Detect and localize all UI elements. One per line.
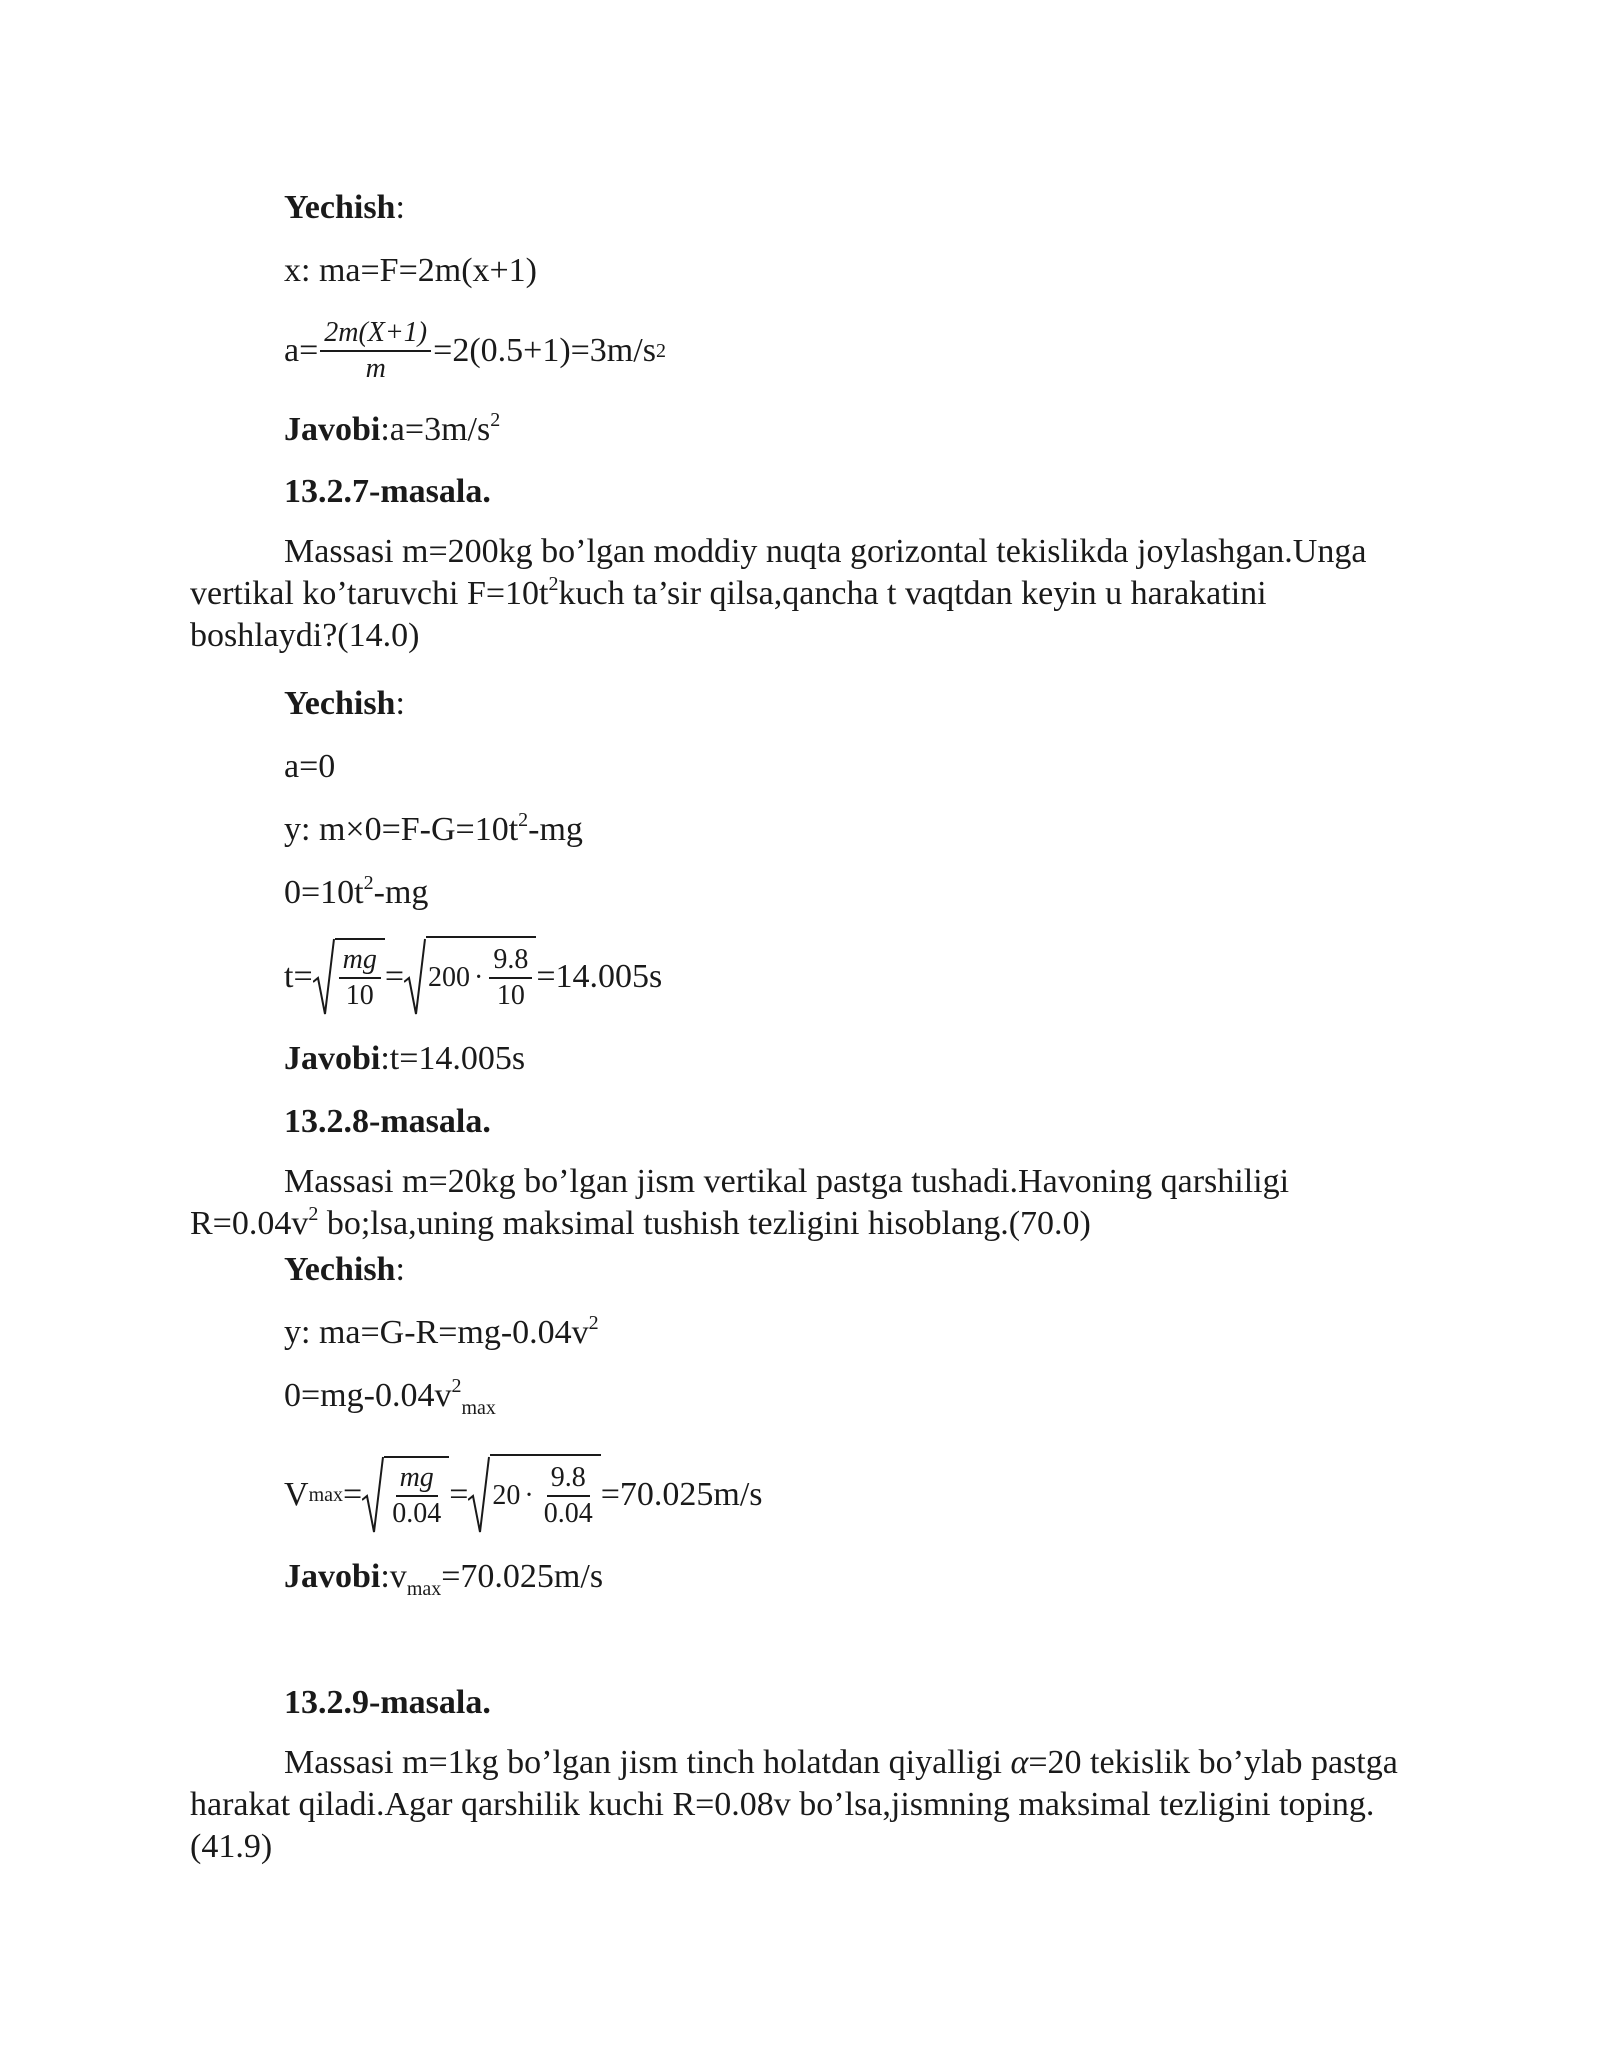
sqrt-2: [468, 1454, 600, 1536]
sqrt-1: [313, 938, 385, 1016]
superscript: 2: [588, 1312, 599, 1334]
equation-x: x: ma=F=2m(x+1): [284, 252, 538, 289]
t-result: =14.005s: [536, 958, 663, 995]
v-result: =70.025m/s: [600, 1476, 763, 1513]
colon: :: [395, 1251, 405, 1288]
radical-icon: [468, 1456, 490, 1534]
answer-label: Javobi: [284, 1558, 381, 1595]
superscript: 2: [363, 872, 374, 894]
fraction-denominator: 10: [345, 980, 374, 1011]
radical-icon: [404, 938, 426, 1016]
multiplier: 200: [428, 962, 471, 993]
a-prefix: a=: [284, 332, 319, 369]
equation-zero: [284, 873, 428, 913]
problem-title: 13.2.8-masala.: [284, 1103, 491, 1140]
a-result: =2(0.5+1)=3m/s: [433, 332, 656, 369]
problem-title: 13.2.9-masala.: [284, 1684, 491, 1721]
problem-text-13-2-9: [190, 1742, 1420, 1868]
superscript: 2: [548, 573, 559, 595]
problem-text-part: bo;lsa,uning maksimal tushish tezligini hisoblang.(70.0): [318, 1205, 1091, 1242]
eq-part: -mg: [528, 811, 583, 848]
equals: =: [343, 1476, 363, 1513]
dot: ·: [524, 1480, 534, 1511]
radical-icon: [313, 938, 335, 1016]
equation-y: [284, 810, 583, 850]
answer-text: :a=3m/s: [380, 411, 491, 448]
radical-icon: [362, 1456, 384, 1534]
fraction-numerator: 9.8: [489, 943, 532, 979]
subscript: max: [461, 1397, 496, 1419]
fraction-denominator: m: [365, 353, 386, 384]
fraction-numerator: mg: [396, 1461, 438, 1497]
answer-text: :v: [380, 1558, 407, 1595]
equation-t: [284, 936, 662, 1018]
fraction-denominator: 0.04: [392, 1498, 442, 1529]
solution-heading-2: [284, 684, 405, 724]
eq-part: y: ma=G-R=mg-0.04v: [284, 1314, 589, 1351]
equation-a0: a=0: [284, 748, 336, 785]
problem-text-part: kuch ta’sir qilsa,qancha t vaqtdan keyin u harakatini boshlaydi?(14.0): [190, 575, 1267, 654]
answer-2: [284, 1039, 525, 1079]
t-prefix: t=: [284, 958, 313, 995]
equation-y8: [284, 1313, 599, 1353]
problem-text-part: Massasi m=20kg bo’lgan jism vertikal pastga tushadi.Havoning qarshiligi R=0.04v: [190, 1163, 1290, 1242]
answer-label: Javobi: [284, 411, 381, 448]
answer-text: =70.025m/s: [441, 1558, 604, 1595]
sqrt-2: [404, 936, 536, 1018]
answer-text: :t=14.005s: [380, 1040, 526, 1077]
problem-title-13-2-8: [284, 1102, 491, 1142]
fraction: [540, 1461, 597, 1531]
fraction: [339, 943, 381, 1013]
equals: =: [384, 958, 405, 995]
solution-label: Yechish: [284, 685, 396, 722]
problem-text-part: Massasi m=1kg bo’lgan jism tinch holatdan qiyalligi: [284, 1744, 1011, 1781]
problem-title-13-2-9: [284, 1683, 491, 1723]
fraction-numerator: mg: [339, 943, 381, 979]
eq-part: y: m×0=F-G=10t: [284, 811, 519, 848]
subscript: max: [406, 1578, 442, 1600]
fraction-numerator: 2m(X+1): [320, 316, 431, 352]
fraction-numerator: 9.8: [547, 1461, 590, 1497]
a-fraction: [320, 316, 431, 386]
superscript: 2: [490, 409, 501, 431]
fraction-denominator: 0.04: [543, 1498, 593, 1529]
answer-1: [284, 410, 500, 450]
superscript: 2: [518, 809, 529, 831]
equation-vmax: V max = $\frac{mg}{0.04}$ = 20 · $\frac{9.8}{0.04}$ =70.025m/s: [284, 1454, 763, 1536]
superscript: 2: [308, 1203, 319, 1225]
solution-heading-3: [284, 1250, 405, 1290]
equation-a: a= $\frac{2m(X+1)}{m}$ =2(0.5+1)=3m/s 2: [284, 317, 666, 384]
answer-label: Javobi: [284, 1040, 381, 1077]
problem-title: 13.2.7-masala.: [284, 473, 491, 510]
equation-zero8: [284, 1375, 496, 1419]
answer-3: [284, 1557, 604, 1600]
colon: :: [395, 189, 405, 226]
problem-text-13-2-8: [190, 1161, 1420, 1245]
solution-heading-1: [284, 188, 405, 228]
eq-part: 0=10t: [284, 874, 364, 911]
alpha-symbol: α: [1010, 1744, 1029, 1781]
problem-text-part: =20 tekislik bo’ylab pastga harakat qiladi.Agar qarshilik kuchi R=0.08v bo’lsa,jismning maksimal tezligini toping.(41.9): [190, 1744, 1398, 1865]
problem-text-part: Massasi m=200kg bo’lgan moddiy nuqta gorizontal tekislikda joylashgan.Unga vertikal ko’taruvchi F=10t: [190, 533, 1367, 612]
v-prefix: V: [284, 1476, 309, 1513]
equals: =: [449, 1476, 469, 1513]
solution-label: Yechish: [284, 189, 396, 226]
sqrt-1: [362, 1456, 449, 1534]
fraction: [388, 1461, 445, 1531]
superscript: 2: [451, 1375, 462, 1397]
colon: :: [395, 685, 405, 722]
problem-text-13-2-7: [190, 531, 1420, 657]
dot: ·: [474, 962, 484, 993]
problem-title-13-2-7: [284, 472, 491, 512]
solution-label: Yechish: [284, 1251, 396, 1288]
fraction-denominator: 10: [496, 980, 525, 1011]
eq-part: -mg: [373, 874, 429, 911]
multiplier: 20: [492, 1480, 521, 1511]
eq-part: 0=mg-0.04v: [284, 1377, 452, 1414]
fraction: [489, 943, 532, 1013]
